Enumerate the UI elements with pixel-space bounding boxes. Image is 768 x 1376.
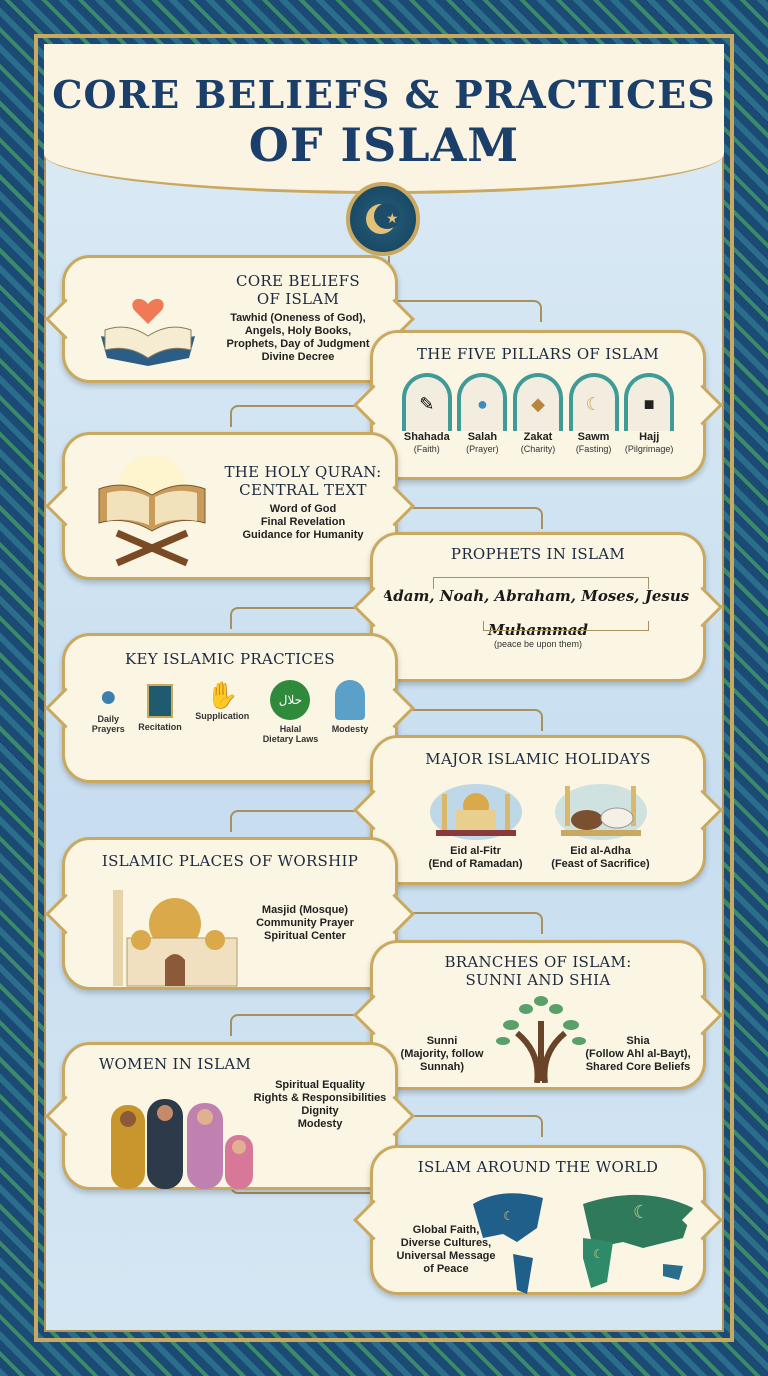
sunni-line: Sunnah) [420, 1061, 464, 1073]
practice-supplication [195, 680, 249, 721]
holiday-name: Eid al-Fitr [450, 845, 501, 857]
women-group-icon [101, 1085, 261, 1189]
crescent-moon-icon: ☾ [569, 373, 619, 431]
worship-line: Masjid (Mosque) [261, 904, 349, 916]
world-line: Global Faith, [412, 1224, 480, 1236]
panel-key-practices [62, 633, 398, 783]
women-line: Modesty [297, 1118, 343, 1130]
quran-on-stand-icon [87, 449, 217, 569]
panel-heading: BRANCHES OF ISLAM: [444, 953, 632, 971]
praying-reader-icon: ● [99, 680, 118, 713]
world-line: Universal Message [396, 1250, 496, 1262]
pillar-name: Salah [467, 431, 498, 443]
panel-five-pillars [370, 330, 706, 480]
panel-heading: ISLAM AROUND THE WORLD [417, 1158, 659, 1176]
svg-text:★: ★ [386, 210, 399, 226]
connector-arrow [395, 507, 543, 529]
pillar-shahada [402, 373, 452, 454]
shia-line: (Follow Ahl al-Bayt), [585, 1048, 691, 1060]
holiday-sub: (Feast of Sacrifice) [551, 858, 650, 870]
belief-line: Divine Decree [261, 351, 335, 363]
pillar-name: Shahada [403, 431, 450, 443]
svg-text:☾: ☾ [633, 1202, 650, 1222]
panel-world [370, 1145, 706, 1295]
quran-line: Word of God [269, 503, 337, 515]
practice-prayers [92, 680, 125, 734]
practice-label: Recitation [138, 722, 182, 732]
practice-label: Dietary Laws [262, 734, 319, 744]
halal-badge-icon: حلال [270, 680, 310, 720]
holiday-name: Eid al-Adha [570, 845, 631, 857]
pillar-sub: (Charity) [520, 444, 556, 454]
pillar-sub: (Pilgrimage) [624, 444, 674, 454]
practice-label: Modesty [331, 724, 369, 734]
panel-places-of-worship [62, 837, 398, 990]
panel-heading: OF ISLAM [256, 290, 340, 308]
panel-heading: CORE BELIEFS [236, 272, 360, 290]
connector-arrow [230, 810, 375, 832]
panel-heading: THE HOLY QURAN: [224, 463, 382, 481]
belief-line: Tawhid (Oneness of God), [230, 312, 366, 324]
sheep-mosque-icon [551, 776, 651, 840]
women-line: Dignity [301, 1105, 339, 1117]
shia-line: Shia [626, 1035, 650, 1047]
holiday-eid-al-fitr [426, 776, 526, 871]
panel-core-beliefs [62, 255, 398, 383]
prophet-muhammad: Muhammad [487, 621, 589, 639]
money-bag-icon: ◆ [513, 373, 563, 431]
title-line-1: CORE BELIEFS & PRACTICES [52, 72, 716, 117]
panel-heading: MAJOR ISLAMIC HOLIDAYS [425, 750, 651, 768]
pillar-name: Sawm [577, 431, 610, 443]
quran-line: Guidance for Humanity [242, 529, 364, 541]
panel-heading: SUNNI AND SHIA [465, 971, 611, 989]
practice-label: Daily [97, 714, 119, 724]
worship-line: Community Prayer [256, 917, 354, 929]
panel-holy-quran [62, 432, 398, 580]
connector-arrow [395, 912, 543, 934]
kaaba-icon: ■ [624, 373, 674, 431]
calligraphy-icon: ✎ [402, 373, 452, 431]
women-line: Spiritual Equality [275, 1079, 365, 1091]
prophets-note: (peace be upon them) [493, 639, 583, 649]
svg-text:☾: ☾ [503, 1209, 514, 1223]
connector-arrow [395, 709, 543, 731]
sunni-line: Sunni [426, 1035, 458, 1047]
woman-hijab-icon [335, 680, 365, 720]
holiday-sub: (End of Ramadan) [428, 858, 523, 870]
pillar-hajj [624, 373, 674, 454]
crescent-icon [360, 196, 406, 242]
panel-prophets [370, 532, 706, 682]
tree-icon [491, 991, 591, 1083]
open-book-heart-icon [93, 274, 203, 370]
mosque-icon [105, 880, 245, 988]
belief-line: Angels, Holy Books, [244, 325, 352, 337]
panel-women [62, 1042, 398, 1190]
svg-text:☾: ☾ [593, 1247, 604, 1261]
practice-label: Prayers [91, 724, 125, 734]
panel-heading: THE FIVE PILLARS OF ISLAM [416, 345, 660, 363]
world-line: of Peace [423, 1263, 469, 1275]
shia-line: Shared Core Beliefs [585, 1061, 691, 1073]
connector-arrow [395, 1115, 543, 1137]
panel-heading: PROPHETS IN ISLAM [450, 545, 626, 563]
pillar-sub: (Prayer) [466, 444, 499, 454]
practice-label: Halal [279, 724, 302, 734]
panel-branches [370, 940, 706, 1090]
raised-hands-icon: ✋ [206, 680, 239, 710]
panel-heading: ISLAMIC PLACES OF WORSHIP [101, 852, 359, 870]
connector-arrow [230, 405, 375, 427]
bracket [483, 621, 649, 631]
sunni-line: (Majority, follow [400, 1048, 484, 1060]
women-line: Rights & Responsibilities [253, 1092, 387, 1104]
book-icon [147, 684, 173, 718]
quran-line: Final Revelation [260, 516, 346, 528]
connector-arrow [230, 1014, 375, 1036]
bracket [433, 577, 649, 589]
pillar-sawm [569, 373, 619, 454]
pillar-zakat [513, 373, 563, 454]
panel-heading: KEY ISLAMIC PRACTICES [125, 650, 335, 668]
connector-arrow [230, 607, 375, 629]
practice-label: Supplication [195, 711, 250, 721]
pillar-sub: (Fasting) [575, 444, 612, 454]
pillar-salah [457, 373, 507, 454]
panel-heading: WOMEN IN ISLAM [98, 1055, 252, 1073]
panel-heading: CENTRAL TEXT [239, 481, 367, 499]
pillar-name: Zakat [523, 431, 553, 443]
prophet-names: Adam, Noah, Abraham, Moses, Jesus. [381, 587, 695, 605]
practice-modesty [332, 680, 369, 734]
crescent-star-medallion [346, 182, 420, 256]
holiday-eid-al-adha [551, 776, 651, 871]
pillar-sub: (Faith) [413, 444, 440, 454]
mosque-celebration-icon [426, 776, 526, 840]
pillar-name: Hajj [639, 431, 660, 443]
praying-person-icon: ● [457, 373, 507, 431]
practice-halal [263, 680, 319, 744]
practice-recitation [138, 680, 182, 732]
panel-holidays [370, 735, 706, 885]
worship-line: Spiritual Center [264, 930, 346, 942]
world-line: Diverse Cultures, [400, 1237, 492, 1249]
title-line-2: OF ISLAM [248, 118, 520, 172]
belief-line: Prophets, Day of Judgment [226, 338, 370, 350]
